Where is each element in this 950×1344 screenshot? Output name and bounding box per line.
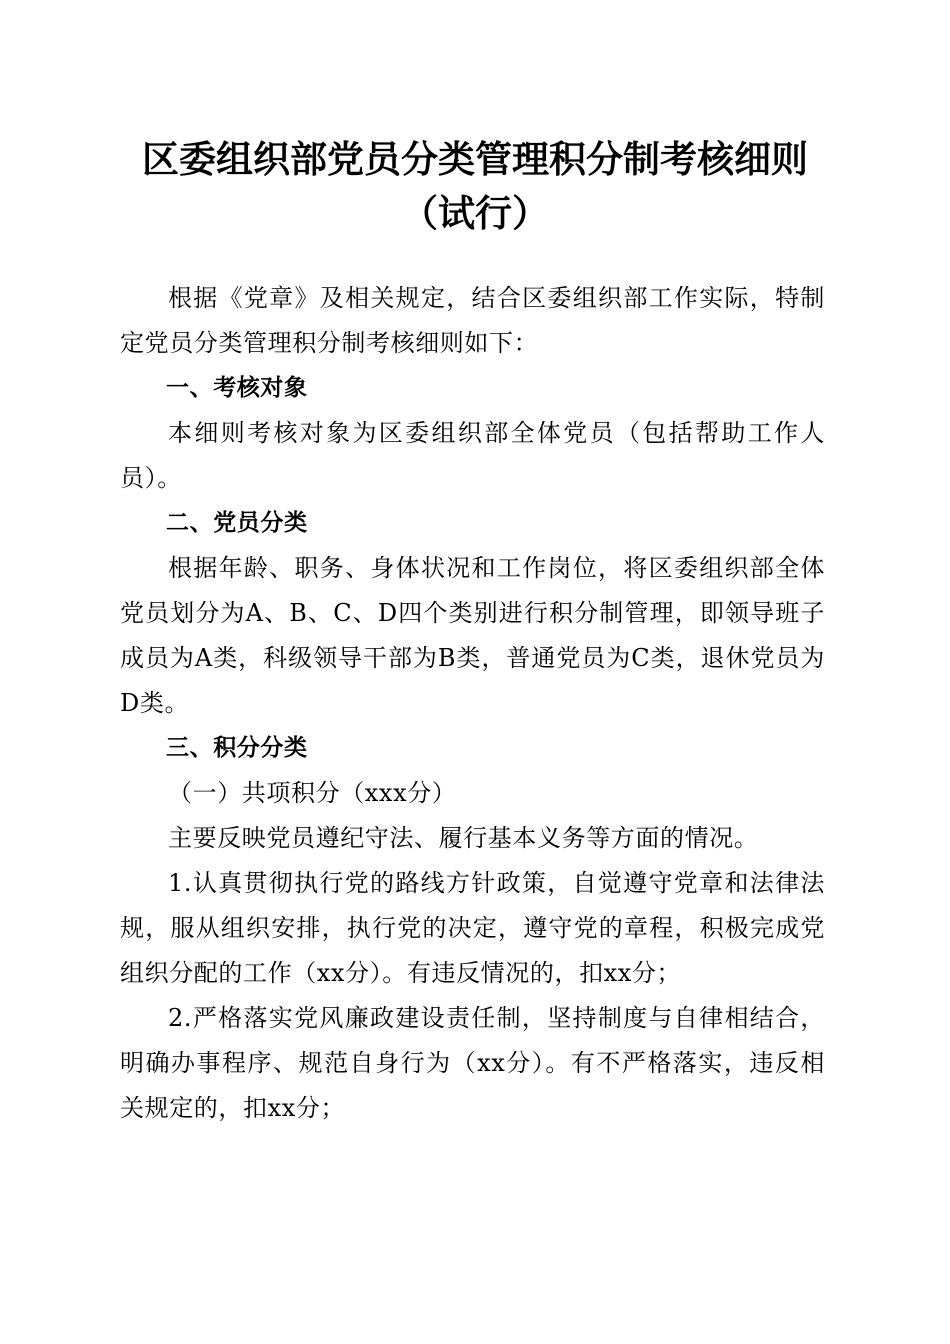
subsection-heading-1: （一）共项积分（xxx分） [168, 779, 457, 807]
item-1-paragraph: 1.认真贯彻执行党的路线方针政策，自觉遵守党章和法律法规，服从组织安排，执行党的决定，遵守党的章程，积极完成党组织分配的工作（xx分）。有违反情况的，扣xx分； [120, 869, 825, 987]
section-heading-1: 一、考核对象 [166, 375, 308, 401]
document-title: 区委组织部党员分类管理积分制考核细则（试行） [142, 137, 808, 235]
section-1-paragraph: 本细则考核对象为区委组织部全体党员（包括帮助工作人员）。 [120, 419, 825, 492]
item-2-paragraph: 2.严格落实党风廉政建设责任制，坚持制度与自律相结合，明确办事程序、规范自身行为（xx分）。有不严格落实，违反相关规定的，扣xx分； [120, 1004, 825, 1122]
section-2-paragraph: 根据年龄、职务、身体状况和工作岗位，将区委组织部全体党员划分为A、B、C、D四个类别进行积分制管理，即领导班子成员为A类，科级领导干部为B类，普通党员为C类，退休党员为D类。 [120, 554, 825, 717]
section-heading-3: 三、积分分类 [166, 735, 308, 761]
section-heading-2: 二、党员分类 [166, 510, 308, 536]
intro-paragraph: 根据《党章》及相关规定，结合区委组织部工作实际，特制定党员分类管理积分制考核细则如下： [120, 284, 825, 357]
document-body [120, 276, 825, 1131]
subsection-1-intro: 主要反映党员遵纪守法、履行基本义务等方面的情况。 [168, 824, 759, 852]
